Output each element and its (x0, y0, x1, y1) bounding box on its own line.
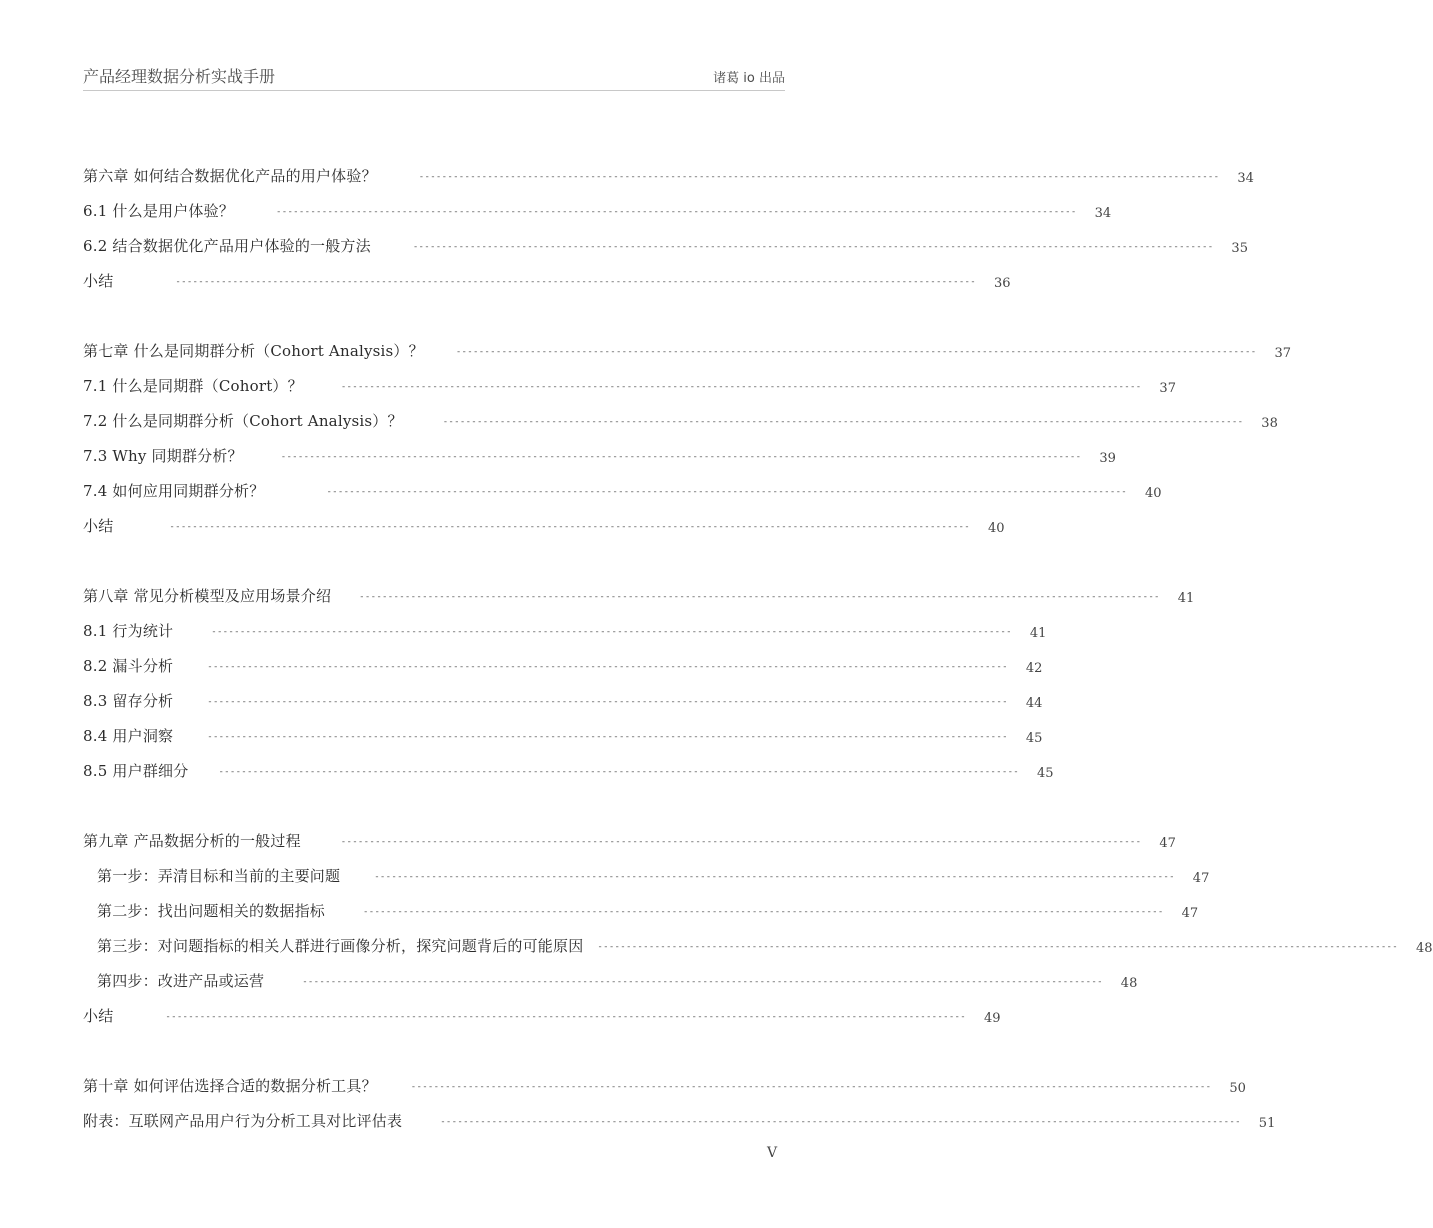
document-title: 产品经理数据分析实战手册 (83, 67, 276, 86)
toc-page-number: 41 (1029, 625, 1047, 641)
toc-label: 第十章 如何评估选择合适的数据分析工具？ (83, 1076, 377, 1095)
toc-label: 8.4 用户洞察 (83, 726, 174, 745)
toc-page-number: 42 (1025, 660, 1043, 676)
toc-label: 第二步：找出问题相关的数据指标 (97, 901, 326, 920)
toc-section-7-2[interactable] (83, 408, 1278, 432)
toc-leader: -------------------------------------------------------------------------------------------------------------------------------------------- (302, 977, 1103, 987)
toc-section-8-1[interactable] (83, 618, 1047, 642)
toc-leader: -------------------------------------------------------------------------------------------------------------------------------------------- (440, 1117, 1241, 1127)
toc-leader: -------------------------------------------------------------------------------------------------------------------------------------------- (169, 522, 970, 532)
toc-page-number: 40 (1145, 485, 1162, 501)
toc-page-number: 34 (1237, 170, 1254, 186)
toc-page-number: 48 (1120, 975, 1138, 991)
toc-leader: -------------------------------------------------------------------------------------------------------------------------------------------- (340, 837, 1142, 847)
toc-page-number: 36 (994, 275, 1011, 291)
toc-leader: -------------------------------------------------------------------------------------------------------------------------------------------- (455, 347, 1257, 357)
toc-leader: -------------------------------------------------------------------------------------------------------------------------------------------- (175, 277, 976, 287)
toc-label: 8.1 行为统计 (83, 621, 174, 640)
toc-label: 7.2 什么是同期群分析（Cohort Analysis）？ (83, 411, 403, 430)
toc-page-number: 35 (1231, 240, 1248, 256)
toc-leader: -------------------------------------------------------------------------------------------------------------------------------------------- (280, 452, 1082, 462)
toc-page-number: 44 (1025, 695, 1043, 711)
toc-label: 附表：互联网产品用户行为分析工具对比评估表 (83, 1111, 403, 1130)
publisher-brand: 诸葛 io 出品 (713, 71, 785, 86)
toc-page-number: 37 (1159, 380, 1176, 396)
toc-page-number: 47 (1181, 905, 1199, 921)
toc-label: 6.1 什么是用户体验？ (83, 201, 235, 220)
toc-section-6-2[interactable] (83, 233, 1248, 257)
toc-section-7-3[interactable] (83, 443, 1116, 467)
toc-leader: -------------------------------------------------------------------------------------------------------------------------------------------- (218, 767, 1020, 777)
toc-label: 第八章 常见分析模型及应用场景介绍 (83, 586, 332, 605)
toc-section-7-1[interactable] (83, 373, 1176, 397)
toc-label: 8.2 漏斗分析 (83, 656, 174, 675)
toc-label: 第四步：改进产品或运营 (97, 971, 265, 990)
toc-label: 7.1 什么是同期群（Cohort）？ (83, 376, 303, 395)
toc-chapter-9[interactable] (83, 828, 1176, 852)
toc-step-2[interactable] (83, 898, 1199, 922)
toc-label: 第七章 什么是同期群分析（Cohort Analysis）？ (83, 341, 424, 360)
toc-leader: -------------------------------------------------------------------------------------------------------------------------------------------- (374, 872, 1175, 882)
toc-label: 第九章 产品数据分析的一般过程 (83, 831, 301, 850)
toc-page-number: 47 (1159, 835, 1176, 851)
toc-label: 第三步：对问题指标的相关人群进行画像分析，探究问题背后的可能原因 (97, 936, 584, 955)
toc-section-7-4[interactable] (83, 478, 1162, 502)
toc-leader: -------------------------------------------------------------------------------------------------------------------------------------------- (597, 942, 1398, 952)
toc-leader: -------------------------------------------------------------------------------------------------------------------------------------------- (207, 662, 1008, 672)
toc-section-8-4[interactable] (83, 723, 1043, 747)
toc-label: 小结 (83, 516, 114, 535)
toc-section-6-1[interactable] (83, 198, 1112, 222)
toc-page-number: 50 (1229, 1080, 1246, 1096)
toc-label: 小结 (83, 1006, 114, 1025)
toc-summary-9[interactable] (83, 1003, 1001, 1027)
toc-label: 第一步：弄清目标和当前的主要问题 (97, 866, 341, 885)
toc-leader: -------------------------------------------------------------------------------------------------------------------------------------------- (207, 697, 1008, 707)
toc-page-number: 45 (1037, 765, 1054, 781)
toc-chapter-7[interactable] (83, 338, 1291, 362)
toc-leader: -------------------------------------------------------------------------------------------------------------------------------------------- (276, 207, 1077, 217)
toc-leader: -------------------------------------------------------------------------------------------------------------------------------------------- (326, 487, 1128, 497)
toc-leader: -------------------------------------------------------------------------------------------------------------------------------------------- (363, 907, 1164, 917)
toc-leader: -------------------------------------------------------------------------------------------------------------------------------------------- (442, 417, 1244, 427)
toc-summary-7[interactable] (83, 513, 1005, 537)
toc-appendix[interactable] (83, 1108, 1276, 1132)
toc-page-number: 51 (1258, 1115, 1276, 1131)
toc-label: 第六章 如何结合数据优化产品的用户体验？ (83, 166, 377, 185)
toc-label: 小结 (83, 271, 114, 290)
toc-leader: -------------------------------------------------------------------------------------------------------------------------------------------- (211, 627, 1012, 637)
toc-page-number: 49 (984, 1010, 1001, 1026)
toc-leader: -------------------------------------------------------------------------------------------------------------------------------------------- (410, 1082, 1212, 1092)
toc-summary-6[interactable] (83, 268, 1011, 292)
toc-section-8-3[interactable] (83, 688, 1043, 712)
toc-label: 7.3 Why 同期群分析？ (83, 446, 243, 465)
toc-step-3[interactable] (83, 933, 1433, 957)
toc-page-number: 48 (1416, 940, 1433, 956)
header-divider (83, 90, 785, 91)
toc-page-number: 37 (1274, 345, 1291, 361)
page-number: V (767, 1145, 778, 1161)
toc-page-number: 38 (1261, 415, 1278, 431)
toc-page-number: 47 (1192, 870, 1210, 886)
toc-leader: -------------------------------------------------------------------------------------------------------------------------------------------- (418, 172, 1220, 182)
toc-section-8-5[interactable] (83, 758, 1054, 782)
toc-section-8-2[interactable] (83, 653, 1043, 677)
toc-page-number: 39 (1099, 450, 1116, 466)
toc-page-number: 34 (1094, 205, 1112, 221)
toc-leader: -------------------------------------------------------------------------------------------------------------------------------------------- (165, 1012, 966, 1022)
toc-page-number: 41 (1177, 590, 1195, 606)
toc-label: 8.5 用户群细分 (83, 761, 189, 780)
toc-chapter-8[interactable] (83, 583, 1195, 607)
toc-label: 8.3 留存分析 (83, 691, 174, 710)
toc-leader: -------------------------------------------------------------------------------------------------------------------------------------------- (340, 382, 1142, 392)
toc-chapter-10[interactable] (83, 1073, 1246, 1097)
toc-step-1[interactable] (83, 863, 1210, 887)
toc-label: 6.2 结合数据优化产品用户体验的一般方法 (83, 236, 371, 255)
toc-page-number: 40 (988, 520, 1005, 536)
toc-leader: -------------------------------------------------------------------------------------------------------------------------------------------- (359, 592, 1160, 602)
toc-page-number: 45 (1025, 730, 1043, 746)
toc-leader: -------------------------------------------------------------------------------------------------------------------------------------------- (207, 732, 1008, 742)
toc-leader: -------------------------------------------------------------------------------------------------------------------------------------------- (412, 242, 1214, 252)
toc-chapter-6[interactable] (83, 163, 1254, 187)
toc-step-4[interactable] (83, 968, 1138, 992)
toc-label: 7.4 如何应用同期群分析？ (83, 481, 265, 500)
